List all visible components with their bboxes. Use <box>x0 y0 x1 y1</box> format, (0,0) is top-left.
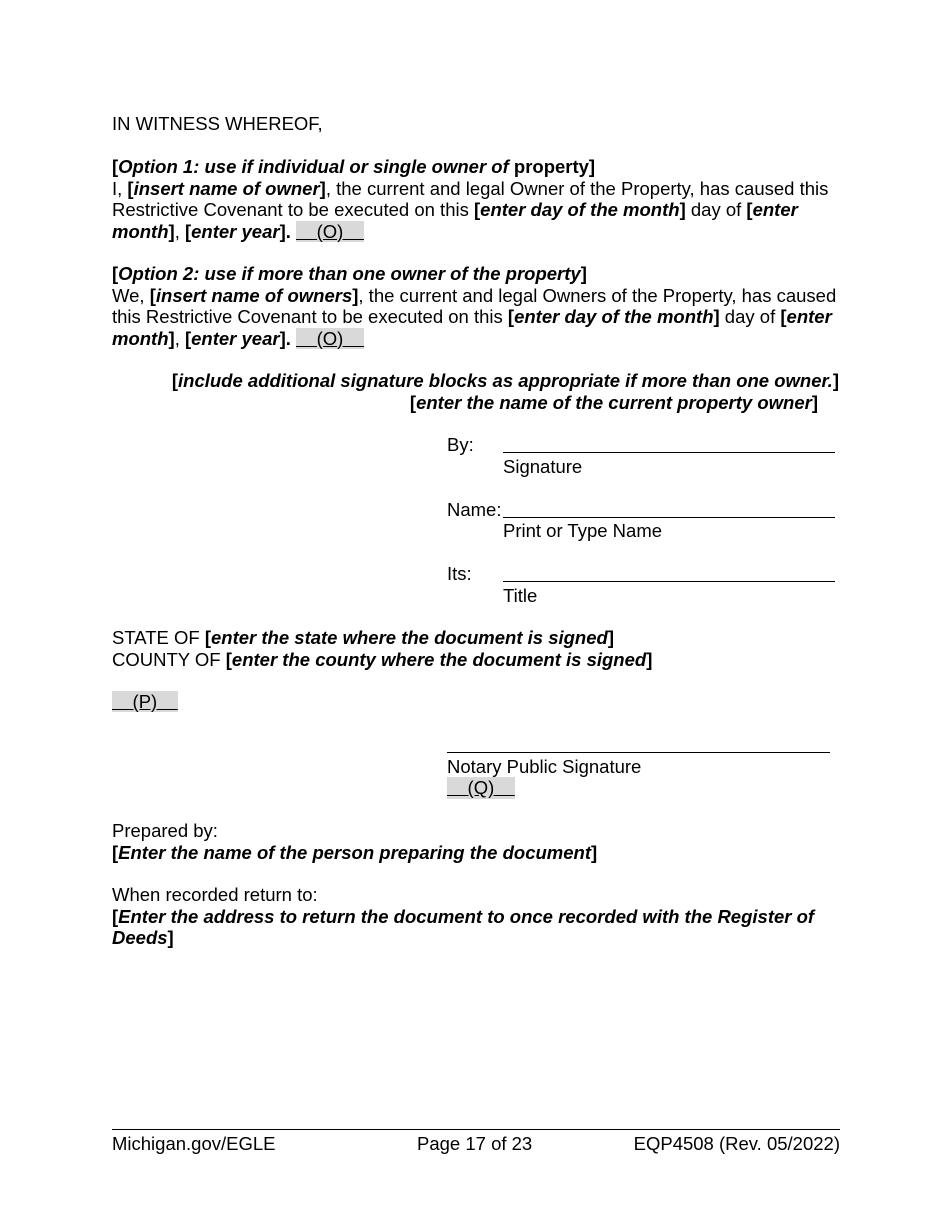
return-to-value: [Enter the address to return the document to once recorded with the Register of Deeds] <box>112 905 815 948</box>
option-1-section <box>112 156 842 242</box>
field-q[interactable]: (Q) <box>447 777 515 798</box>
field-p-row <box>112 691 842 713</box>
state-line: STATE OF [enter the state where the document is signed] <box>112 627 614 648</box>
footer-website: Michigan.gov/EGLE <box>112 1133 276 1154</box>
prepared-by-section <box>112 820 842 863</box>
name-line[interactable] <box>503 517 835 518</box>
prepared-by-label: Prepared by: <box>112 820 218 841</box>
venue-section <box>112 627 842 670</box>
return-to-section <box>112 884 827 949</box>
name-caption: Print or Type Name <box>503 520 663 541</box>
footer-page-number: Page 17 of 23 <box>417 1133 533 1154</box>
witness-heading: IN WITNESS WHEREOF, <box>112 113 323 134</box>
option-2-paragraph: We, [insert name of owners], the current and legal Owners of the Property, has caused this Restrictive Covenant to be executed on this [enter day of the month] day of [enter month], [enter year]. (O) <box>112 284 837 349</box>
signature-line[interactable] <box>503 452 835 453</box>
field-o-option-1[interactable]: (O) <box>296 220 364 242</box>
its-label: Its: <box>447 563 472 584</box>
current-owner-name: [enter the name of the current property owner] <box>409 392 818 413</box>
field-p[interactable]: (P) <box>112 691 178 712</box>
county-line: COUNTY OF [enter the county where the document is signed] <box>112 648 653 670</box>
prepared-by-value: [Enter the name of the person preparing the document] <box>112 841 598 863</box>
field-o-option-2[interactable]: (O) <box>296 327 364 349</box>
notary-signature-line[interactable] <box>447 752 830 753</box>
option-2-heading: [Option 2: use if more than one owner of the property] <box>112 263 587 284</box>
page-footer <box>112 1129 840 1154</box>
notary-caption: Notary Public Signature <box>447 756 642 777</box>
footer-form-number: EQP4508 (Rev. 05/2022) <box>633 1133 840 1154</box>
option-1-heading: [Option 1: use if individual or single owner of property] <box>112 156 596 177</box>
additional-signature-note: [include additional signature blocks as appropriate if more than one owner.] <box>171 370 839 391</box>
title-line[interactable] <box>503 581 835 582</box>
option-2-section <box>112 263 842 349</box>
title-caption: Title <box>503 585 538 606</box>
by-label: By: <box>447 434 474 455</box>
option-1-paragraph: I, [insert name of owner], the current and legal Owner of the Property, has caused this Restrictive Covenant to be executed on this [enter day of the month] day of [enter month], [enter year]. (O) <box>112 177 829 242</box>
name-label: Name: <box>447 499 502 520</box>
return-to-label: When recorded return to: <box>112 884 318 905</box>
signature-caption: Signature <box>503 456 583 477</box>
